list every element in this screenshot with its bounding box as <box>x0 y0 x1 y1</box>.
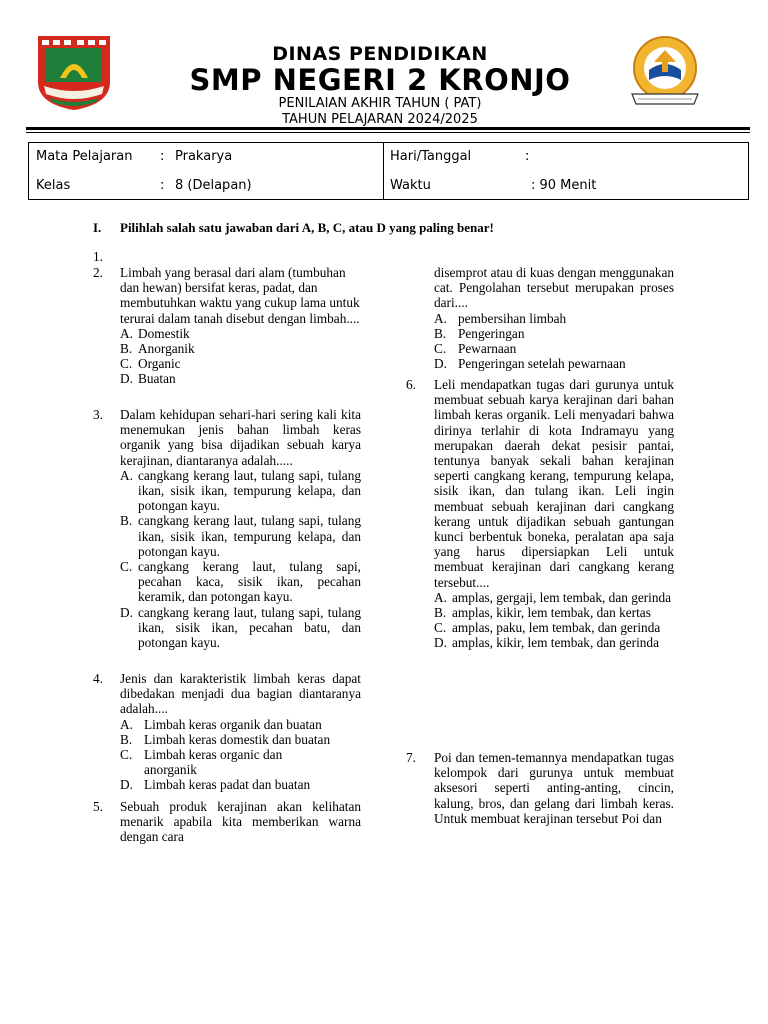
option-text: Limbah keras organic dan anorganik <box>144 747 283 778</box>
option-d[interactable] <box>434 356 674 371</box>
option-d[interactable] <box>120 605 361 651</box>
option-text: amplas, paku, lem tembak, dan gerinda <box>452 620 661 636</box>
header-divider-thin <box>26 132 750 133</box>
section-instruction: Pilihlah salah satu jawaban dari A, B, C, atau D yang paling benar! <box>120 220 494 235</box>
option-text: Domestik <box>138 325 190 341</box>
question-2 <box>93 265 361 387</box>
exam-title: PENILAIAN AKHIR TAHUN ( PAT) <box>278 96 482 111</box>
question-number: 1. <box>93 249 103 264</box>
option-letter: B. <box>434 325 447 341</box>
upt-school-emblem-icon <box>624 32 706 114</box>
option-a[interactable] <box>120 326 362 341</box>
school-name: SMP NEGERI 2 KRONJO <box>189 63 571 97</box>
option-d[interactable] <box>434 635 674 650</box>
agency-name: DINAS PENDIDIKAN <box>272 43 488 65</box>
header-divider-thick <box>26 127 750 130</box>
class-separator: : <box>160 178 165 193</box>
option-b[interactable] <box>120 341 362 356</box>
question-number: 4. <box>93 671 103 686</box>
question-text-continued: disemprot atau di kuas dengan menggunakan cat. Pengolahan tersebut merupakan proses dari.... <box>434 265 674 311</box>
question-text: Dalam kehidupan sehari-hari sering kali kita menemukan jenis bahan limbah keras organik yang bisa dijadikan sebuah karya kerajinan, diantaranya adalah..... <box>120 407 361 468</box>
question-text: Leli mendapatkan tugas dari gurunya untuk membuat sebuah karya kerajinan dari bahan limbah keras organik. Leli menyadari bahwa dirinya terlahir di kota Indramayu yang merupakan daerah dekat pesisir pantai, tentunya banyak sekali bahan kerajinan seperti cangkang kerang, tempurung kelapa, sisik ikan, dan tulang ikan. Leli ingin membuat sebuah kerajinan dari cangkang kerang untuk dijadikan sebuah gantungan kunci berbentuk boneka, peralatan apa saja yang harus dipersiapkan Leli untuk membuat kerajinan dari cangkang kerang tersebut.... <box>434 377 674 590</box>
option-text: cangkang kerang laut, tulang sapi, pecahan kaca, sisik ikan, pecahan keramik, dan potongan kayu. <box>138 559 361 605</box>
option-text: Organic <box>138 356 181 372</box>
question-number: 5. <box>93 799 103 814</box>
option-c[interactable] <box>434 620 674 635</box>
option-letter: B. <box>434 605 447 621</box>
option-text: cangkang kerang laut, tulang sapi, tulang ikan, sisik ikan, tempurung kelapa, dan potongan kayu. <box>138 513 361 559</box>
option-a[interactable] <box>120 468 361 514</box>
option-letter: C. <box>120 747 133 763</box>
question-number: 3. <box>93 407 103 422</box>
info-divider <box>383 143 384 199</box>
subject-value: Prakarya <box>175 149 233 164</box>
option-text: Limbah keras organik dan buatan <box>144 716 322 732</box>
option-letter: D. <box>434 635 447 651</box>
kabupaten-tangerang-crest-icon <box>36 34 112 112</box>
option-letter: B. <box>120 341 133 357</box>
option-text: Pewarnaan <box>458 341 517 357</box>
option-letter: A. <box>434 310 447 326</box>
question-number: 2. <box>93 265 103 280</box>
option-c[interactable] <box>120 356 362 371</box>
option-b[interactable] <box>434 605 674 620</box>
question-number: 6. <box>406 377 416 392</box>
option-text: Buatan <box>138 371 176 387</box>
option-b[interactable] <box>434 326 674 341</box>
option-text: amplas, kikir, lem tembak, dan kertas <box>452 605 651 621</box>
option-a[interactable] <box>434 590 674 605</box>
class-value: 8 (Delapan) <box>175 178 252 193</box>
option-letter: B. <box>120 731 133 747</box>
option-c[interactable] <box>434 341 674 356</box>
question-text: Poi dan temen-temannya mendapatkan tugas kelompok dari gurunya untuk membuat aksesori seperti anting-anting, cincin, kalung, bros, dan gelang dari limbah keras. Untuk membuat kerajinan tersebut Poi dan <box>434 750 674 826</box>
option-text: amplas, kikir, lem tembak, dan gerinda <box>452 635 659 651</box>
date-label: Hari/Tanggal <box>390 149 472 164</box>
option-text: cangkang kerang laut, tulang sapi, tulang ikan, sisik ikan, tempurung kelapa, dan potongan kayu. <box>138 467 361 514</box>
subject-label: Mata Pelajaran <box>36 149 133 164</box>
option-letter: A. <box>120 716 133 732</box>
question-number: 7. <box>406 750 416 765</box>
option-c[interactable] <box>120 747 361 777</box>
option-text: Pengeringan setelah pewarnaan <box>458 356 626 372</box>
option-letter: C. <box>434 620 447 636</box>
class-label: Kelas <box>36 178 71 193</box>
option-text: Limbah keras domestik dan buatan <box>144 731 331 747</box>
option-letter: D. <box>120 604 133 620</box>
academic-year: TAHUN PELAJARAN 2024/2025 <box>282 112 478 127</box>
question-5 <box>93 799 361 845</box>
exam-info-box <box>28 142 749 200</box>
question-4 <box>93 671 361 793</box>
option-letter: A. <box>434 589 447 605</box>
option-letter: C. <box>120 356 133 372</box>
question-6 <box>406 377 674 651</box>
option-text: Limbah keras padat dan buatan <box>144 777 311 793</box>
option-a[interactable] <box>120 717 361 732</box>
question-3 <box>93 407 361 650</box>
date-separator: : <box>525 149 530 164</box>
option-letter: D. <box>434 356 447 372</box>
option-letter: A. <box>120 467 133 483</box>
option-letter: D. <box>120 777 133 793</box>
time-value: : 90 Menit <box>531 178 597 193</box>
option-text: cangkang kerang laut, tulang sapi, tulang ikan, sisik ikan, pecahan batu, dan potongan kayu. <box>138 604 361 651</box>
question-text: Jenis dan karakteristik limbah keras dapat dibedakan menjadi dua bagian diantaranya adalah.... <box>120 671 361 717</box>
option-b[interactable] <box>120 732 361 747</box>
option-letter: A. <box>120 325 133 341</box>
option-letter: C. <box>120 559 133 575</box>
question-text: Sebuah produk kerajinan akan kelihatan menarik apabila kita memberikan warna dengan cara <box>120 799 361 845</box>
option-text: Anorganik <box>138 341 195 357</box>
option-text: amplas, gergaji, lem tembak, dan gerinda <box>452 589 672 605</box>
option-b[interactable] <box>120 513 361 559</box>
option-text: Pengeringan <box>458 325 525 341</box>
subject-separator: : <box>160 149 165 164</box>
time-label: Waktu <box>390 178 431 193</box>
option-text: pembersihan limbah <box>458 310 567 326</box>
option-letter: D. <box>120 371 133 387</box>
section-number: I. <box>93 220 102 235</box>
question-text: Limbah yang berasal dari alam (tumbuhan dan hewan) bersifat keras, padat, dan membutuhkan waktu yang cukup lama untuk terurai dalam tanah disebut dengan limbah.... <box>120 265 360 326</box>
option-letter: C. <box>434 341 447 357</box>
option-c[interactable] <box>120 559 361 605</box>
option-letter: B. <box>120 513 133 529</box>
option-a[interactable] <box>434 311 674 326</box>
question-7 <box>406 750 674 826</box>
option-d[interactable] <box>120 777 361 792</box>
option-d[interactable] <box>120 371 362 386</box>
question-5-continued <box>406 265 674 371</box>
